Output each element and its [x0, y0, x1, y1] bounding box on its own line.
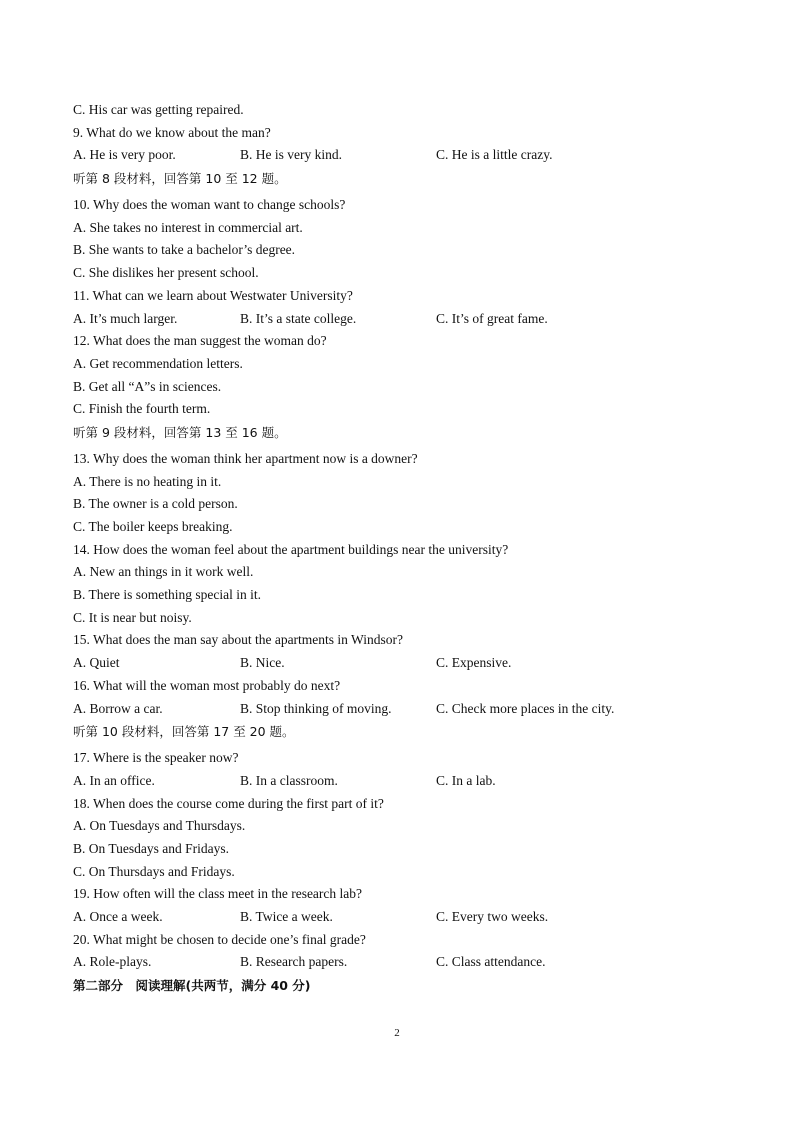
text-line: C. Finish the fourth term.	[73, 401, 211, 417]
text-line: 9. What do we know about the man?	[73, 124, 271, 140]
text-line: A. There is no heating in it.	[73, 473, 222, 489]
option-row	[73, 144, 733, 167]
section-instruction: 听第 8 段材料，回答第 10 至 12 题。	[73, 171, 287, 187]
option-b: B. Twice a week.	[240, 909, 333, 924]
text-line: C. She dislikes her present school.	[73, 265, 259, 281]
option-b: B. Stop thinking of moving.	[240, 700, 392, 716]
option-a: A. It’s much larger.	[73, 310, 178, 326]
option-row	[73, 906, 733, 929]
option-b: B. Nice.	[240, 655, 285, 671]
option-a: A. He is very poor.	[73, 147, 176, 163]
page-number: 2	[394, 1027, 400, 1039]
text-line: A. She takes no interest in commercial art.	[73, 219, 303, 235]
option-a: A. Borrow a car.	[73, 700, 163, 716]
text-line: 14. How does the woman feel about the apartment buildings near the university?	[73, 541, 509, 557]
page-content	[73, 99, 733, 998]
option-b: B. In a classroom.	[240, 772, 338, 788]
text-line: 18. When does the course come during the first part of it?	[73, 795, 384, 811]
option-c: C. He is a little crazy.	[436, 147, 553, 163]
text-line: 15. What does the man say about the apartments in Windsor?	[73, 632, 404, 648]
text-line: B. On Tuesdays and Fridays.	[73, 840, 230, 856]
text-line: 17. Where is the speaker now?	[73, 750, 239, 766]
option-b: B. Research papers.	[240, 954, 348, 970]
option-row	[73, 770, 733, 793]
option-c: C. Every two weeks.	[436, 909, 549, 924]
option-row	[73, 951, 733, 974]
section-heading: 第二部分 阅读理解(共两节，满分 40 分)	[73, 978, 311, 994]
text-line: C. His car was getting repaired.	[73, 102, 244, 117]
option-c: C. Class attendance.	[436, 954, 546, 970]
option-row	[73, 652, 733, 675]
option-c: C. In a lab.	[436, 772, 496, 788]
section-instruction: 听第 9 段材料，回答第 13 至 16 题。	[73, 424, 287, 440]
option-c: C. It’s of great fame.	[436, 310, 548, 326]
option-a: A. Once a week.	[73, 909, 163, 924]
option-row	[73, 698, 733, 721]
text-line: B. The owner is a cold person.	[73, 496, 238, 512]
option-b: B. It’s a state college.	[240, 310, 357, 326]
text-line: C. On Thursdays and Fridays.	[73, 863, 235, 879]
text-line: 12. What does the man suggest the woman do?	[73, 333, 327, 349]
text-line: A. New an things in it work well.	[73, 564, 254, 580]
section-instruction: 听第 10 段材料，回答第 17 至 20 题。	[73, 724, 295, 740]
text-line: 13. Why does the woman think her apartment now is a downer?	[73, 450, 418, 466]
text-line: C. The boiler keeps breaking.	[73, 519, 233, 534]
option-a: A. Role-plays.	[73, 954, 152, 970]
option-a: A. In an office.	[73, 772, 155, 788]
option-a: A. Quiet	[73, 655, 120, 671]
option-row	[73, 308, 733, 331]
option-c: C. Check more places in the city.	[436, 700, 615, 716]
text-line: B. There is something special in it.	[73, 587, 261, 603]
option-b: B. He is very kind.	[240, 147, 342, 163]
text-line: 16. What will the woman most probably do next?	[73, 677, 341, 693]
text-line: A. On Tuesdays and Thursdays.	[73, 818, 246, 834]
text-line: B. She wants to take a bachelor’s degree.	[73, 242, 296, 258]
text-line: 19. How often will the class meet in the research lab?	[73, 886, 363, 902]
text-line: 10. Why does the woman want to change schools?	[73, 197, 346, 213]
text-line: 11. What can we learn about Westwater University?	[73, 287, 353, 303]
text-line: 20. What might be chosen to decide one’s final grade?	[73, 931, 366, 947]
option-c: C. Expensive.	[436, 655, 512, 671]
text-line: C. It is near but noisy.	[73, 609, 192, 625]
text-line: A. Get recommendation letters.	[73, 355, 243, 371]
text-line: B. Get all “A”s in sciences.	[73, 378, 222, 394]
